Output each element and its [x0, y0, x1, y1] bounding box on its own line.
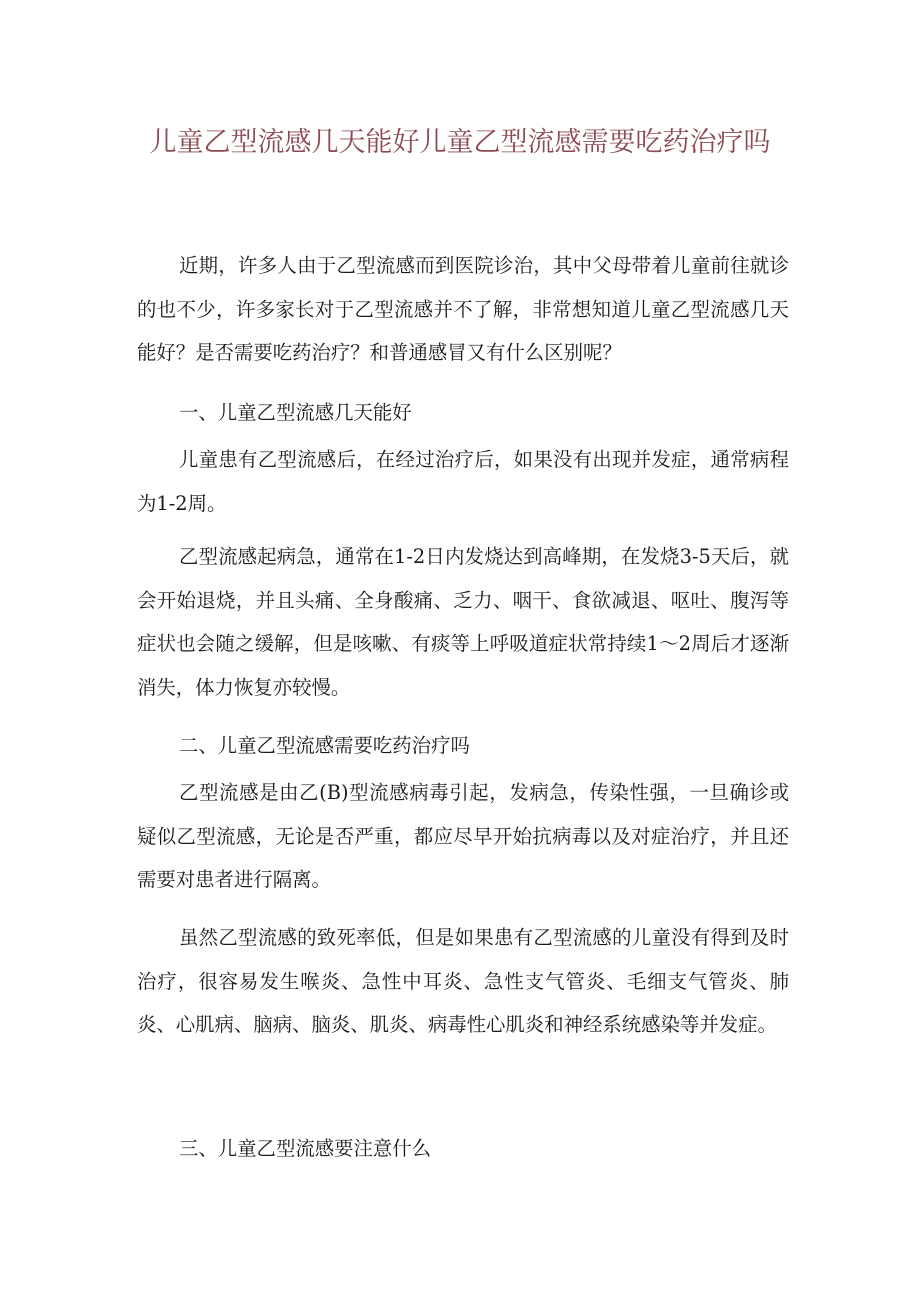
section-3-heading: 三、儿童乙型流感要注意什么	[179, 1137, 432, 1160]
document-title: 儿童乙型流感几天能好儿童乙型流感需要吃药治疗吗	[149, 127, 771, 158]
section-2-paragraph-2: 虽然乙型流感的致死率低，但是如果患有乙型流感的儿童没有得到及时治疗，很容易发生喉炎、急性中耳炎、急性支气管炎、毛细支气管炎、肺炎、心肌病、脑病、脑炎、肌炎、病毒性心肌炎和神经系统感染等并发症。	[137, 926, 789, 1036]
section-1-heading: 一、儿童乙型流感几天能好	[179, 401, 412, 424]
section-1-paragraph-2: 乙型流感起病急，通常在1-2日内发烧达到高峰期，在发烧3-5天后，就会开始退烧，并且头痛、全身酸痛、乏力、咽干、食欲减退、呕吐、腹泻等症状也会随之缓解，但是咳嗽、有痰等上呼吸道症状常持续1～2周后才逐渐消失，体力恢复亦较慢。	[137, 545, 789, 699]
section-2-heading: 二、儿童乙型流感需要吃药治疗吗	[179, 734, 470, 757]
section-1-paragraph-1: 儿童患有乙型流感后，在经过治疗后，如果没有出现并发症，通常病程为1-2周。	[137, 448, 789, 515]
section-2-paragraph-1: 乙型流感是由乙(B)型流感病毒引起，发病急，传染性强，一旦确诊或疑似乙型流感，无论是否严重，都应尽早开始抗病毒以及对症治疗，并且还需要对患者进行隔离。	[137, 781, 789, 891]
intro-paragraph: 近期，许多人由于乙型流感而到医院诊治，其中父母带着儿童前往就诊的也不少，许多家长对于乙型流感并不了解，非常想知道儿童乙型流感几天能好？是否需要吃药治疗？和普通感冒又有什么区别呢？	[137, 254, 789, 364]
